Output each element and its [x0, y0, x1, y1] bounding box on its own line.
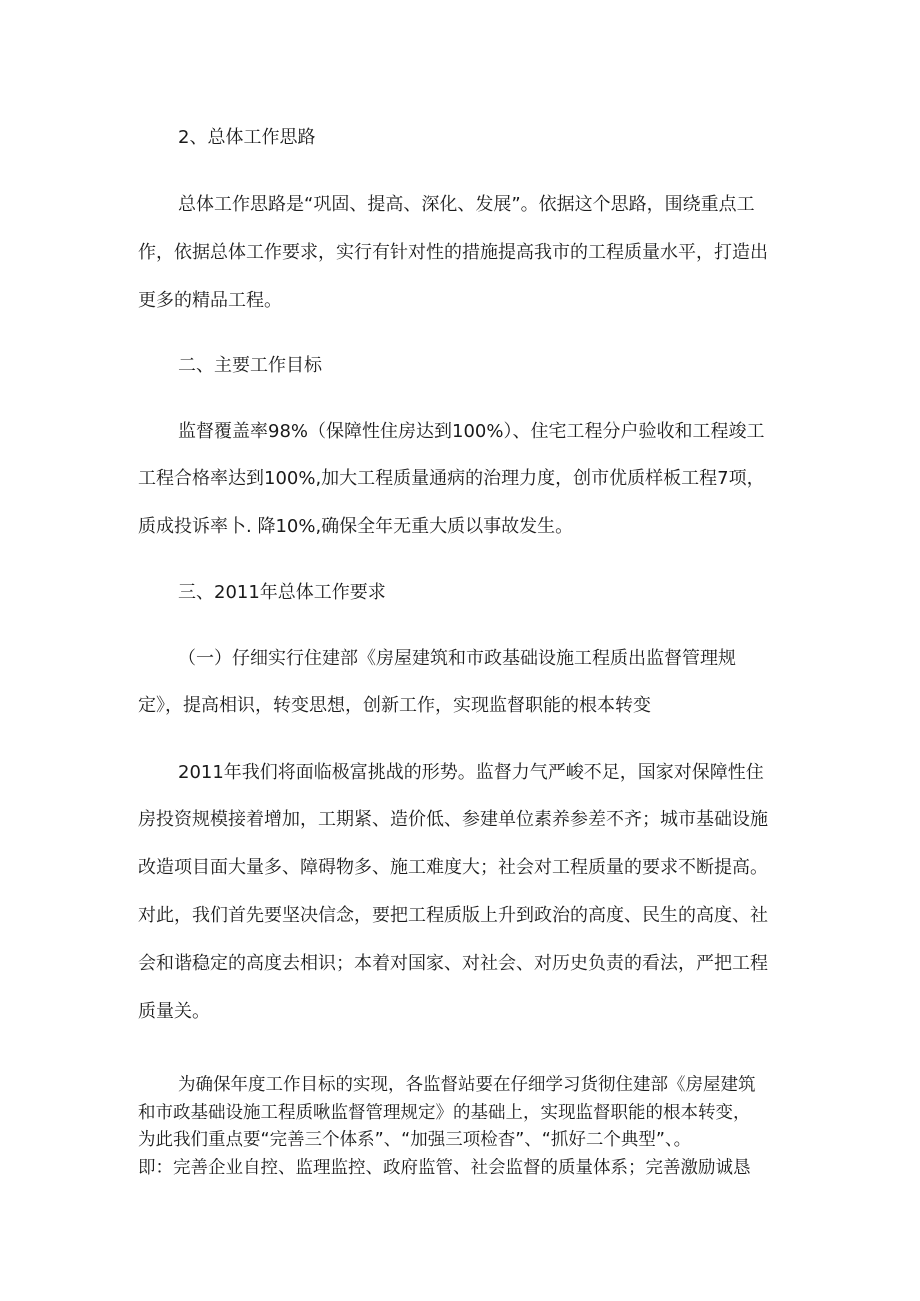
paragraph-line: 质量关。	[138, 1001, 210, 1022]
paragraph-line: 改造项目面大量多、障碍物多、施工难度大；社会对工程质量的要求不断提高。	[138, 857, 768, 878]
paragraph-line: 监督覆盖率98%（保障性住房达到100%）、住宅工程分户验收和工程竣工	[178, 421, 765, 442]
paragraph-line: 工程合格率达到100%,加大工程质量通病的治理力度，创市优质样板工程7项，	[138, 468, 765, 489]
paragraph-line: 会和谐稳定的高度去相识；本着对国家、对社会、对历史负责的看法，严把工程	[138, 953, 768, 974]
paragraph-line: 作，依据总体工作要求，实行有针对性的措施提高我市的工程质量水平，打造出	[138, 242, 768, 263]
paragraph-line: 和市政基础设施工程质啾监督管理规定》的基础上，实现监督职能的根本转变，	[138, 1103, 751, 1123]
subheading-line: （一）仔细实行住建部《房屋建筑和市政基础设施工程质出监督管理规	[178, 648, 736, 669]
paragraph-line: 为此我们重点要“完善三个体系”、“加强三项检杳”、“抓好二个典型”、。	[138, 1130, 692, 1150]
section-heading: 二、主要工作目标	[178, 355, 322, 376]
paragraph-line: 总体工作思路是“巩固、提高、深化、发展”。依据这个思路，围绕重点工	[178, 194, 755, 215]
paragraph-line: 更多的精品工程。	[138, 290, 282, 311]
paragraph-line: 质成投诉率卜. 降10%,确保全年无重大质以事故发生。	[138, 516, 574, 537]
paragraph-line: 即：完善企业自控、监理监控、政府监管、社会监督的质量体系；完善激励诚恳	[138, 1158, 751, 1178]
subheading-line: 定》，提高相识，转变思想，创新工作，实现监督职能的根本转变	[138, 695, 651, 716]
section-heading: 三、2011年总体工作要求	[178, 582, 386, 603]
paragraph-line: 2011年我们将面临极富挑战的形势。监督力气严峻不足，国家对保障性住	[178, 762, 764, 783]
paragraph-line: 为确保年度工作目标的实现，各监督站要在仔细学习货彻住建部《房屋建筑	[178, 1075, 756, 1095]
paragraph-line: 对此，我们首先要坚决信念，要把工程质版上升到政治的高度、民生的高度、社	[138, 905, 768, 926]
paragraph-line: 房投资规模接着增加，工期紧、造价低、参建单位素养参差不齐；城市基础设施	[138, 809, 768, 830]
section-heading: 2、总体工作思路	[178, 127, 316, 148]
